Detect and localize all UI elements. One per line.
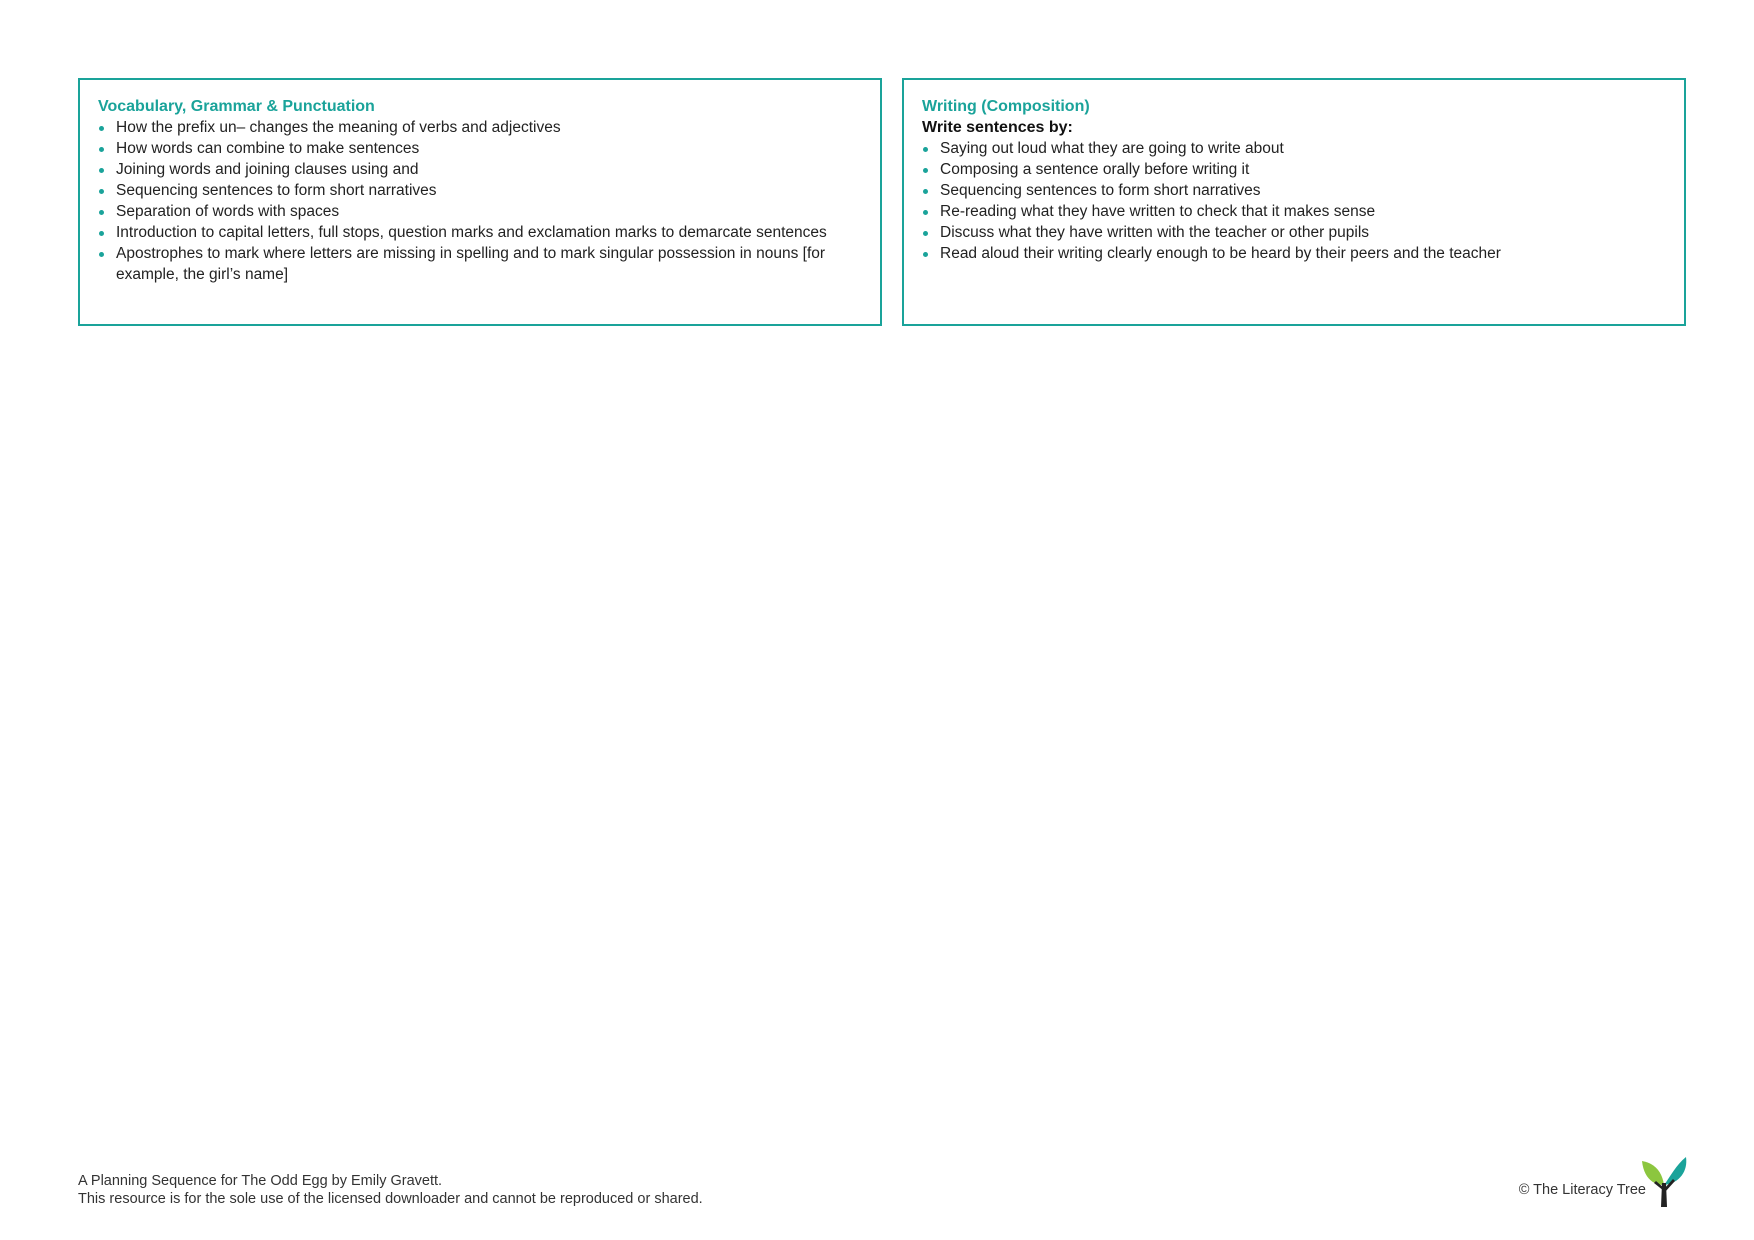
list-item: How the prefix un– changes the meaning of verbs and adjectives — [98, 117, 862, 138]
vocabulary-grammar-punctuation-list — [98, 117, 862, 285]
list-item: Apostrophes to mark where letters are missing in spelling and to mark singular possession in nouns [for example, the girl’s name] — [98, 243, 862, 285]
vocabulary-grammar-punctuation-box — [78, 78, 882, 326]
bullet-icon — [99, 147, 104, 152]
list-item: How words can combine to make sentences — [98, 138, 862, 159]
list-item: Saying out loud what they are going to write about — [922, 138, 1666, 159]
list-item: Read aloud their writing clearly enough to be heard by their peers and the teacher — [922, 243, 1666, 264]
list-item: Joining words and joining clauses using and — [98, 159, 862, 180]
bullet-icon — [99, 252, 104, 257]
bullet-icon — [99, 126, 104, 131]
bullet-icon — [99, 210, 104, 215]
tree-logo-icon — [1640, 1155, 1688, 1207]
footer-line-2: This resource is for the sole use of the licensed downloader and cannot be reproduced or shared. — [78, 1191, 703, 1207]
bullet-icon — [923, 231, 928, 236]
bullet-icon — [99, 189, 104, 194]
bullet-icon — [923, 189, 928, 194]
writing-composition-subtitle: Write sentences by: — [922, 119, 1073, 136]
list-item: Composing a sentence orally before writing it — [922, 159, 1666, 180]
footer-line-1: A Planning Sequence for The Odd Egg by Emily Gravett. — [78, 1173, 443, 1189]
bullet-icon — [99, 168, 104, 173]
writing-composition-title: Writing (Composition) — [922, 98, 1090, 115]
list-item: Introduction to capital letters, full stops, question marks and exclamation marks to demarcate sentences — [98, 222, 862, 243]
writing-composition-list — [922, 138, 1666, 264]
writing-composition-box — [902, 78, 1686, 326]
bullet-icon — [99, 231, 104, 236]
list-item: Discuss what they have written with the teacher or other pupils — [922, 222, 1666, 243]
bullet-icon — [923, 252, 928, 257]
bullet-icon — [923, 210, 928, 215]
list-item: Sequencing sentences to form short narratives — [98, 180, 862, 201]
vocabulary-grammar-punctuation-title: Vocabulary, Grammar & Punctuation — [98, 98, 375, 115]
bullet-icon — [923, 147, 928, 152]
list-item: Re-reading what they have written to check that it makes sense — [922, 201, 1666, 222]
copyright-text: © The Literacy Tree — [1518, 1182, 1646, 1198]
footer-note — [78, 1172, 703, 1208]
list-item: Separation of words with spaces — [98, 201, 862, 222]
bullet-icon — [923, 168, 928, 173]
list-item: Sequencing sentences to form short narratives — [922, 180, 1666, 201]
